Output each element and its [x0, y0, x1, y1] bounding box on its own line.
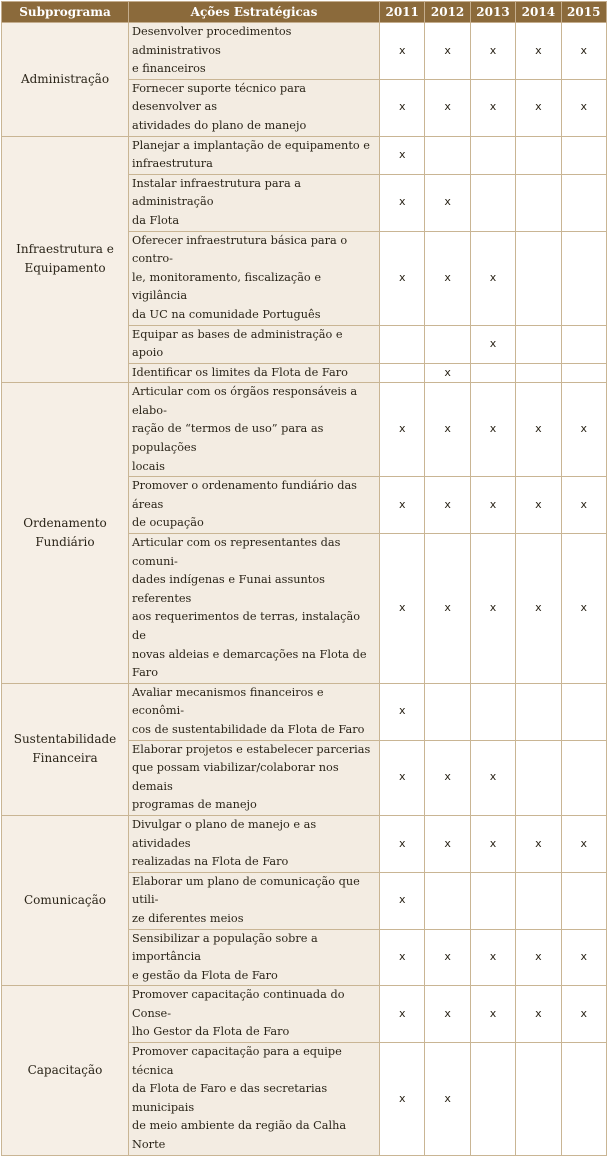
year-mark-cell: [516, 325, 561, 363]
year-mark-cell: [470, 872, 515, 929]
table-row: [2, 683, 607, 740]
year-mark-cell: x: [425, 79, 470, 136]
year-mark-cell: [561, 683, 606, 740]
year-mark-cell: x: [425, 174, 470, 231]
year-mark-cell: x: [516, 986, 561, 1043]
year-mark-cell: x: [425, 477, 470, 534]
year-mark-cell: x: [380, 815, 425, 872]
year-mark-cell: x: [425, 383, 470, 477]
action-text-line: da Flota de Faro e das secretarias municipais: [132, 1082, 328, 1114]
year-mark-cell: x: [380, 79, 425, 136]
year-mark-cell: [561, 363, 606, 383]
year-mark-cell: x: [380, 383, 425, 477]
year-mark-cell: x: [425, 534, 470, 684]
header-row: [2, 2, 607, 23]
header-year-2014: 2014: [516, 2, 561, 23]
action-text-line: Articular com os órgãos responsáveis a elabo-: [132, 385, 358, 417]
year-mark-cell: x: [470, 740, 515, 815]
year-mark-cell: [561, 1043, 606, 1156]
action-text-line: Elaborar um plano de comunicação que utili-: [132, 874, 360, 907]
year-mark-cell: x: [380, 477, 425, 534]
subprogram-name-line: Capacitação: [27, 1062, 103, 1077]
year-mark-cell: [561, 231, 606, 325]
year-mark-cell: x: [425, 929, 470, 986]
header-year-2011: 2011: [380, 2, 425, 23]
year-mark-cell: x: [425, 231, 470, 325]
year-mark-cell: x: [516, 815, 561, 872]
table-row: [2, 986, 607, 1043]
year-mark-cell: [425, 325, 470, 363]
year-mark-cell: x: [380, 683, 425, 740]
year-mark-cell: x: [561, 929, 606, 986]
year-mark-cell: [561, 740, 606, 815]
year-mark-cell: x: [561, 79, 606, 136]
year-mark-cell: [561, 174, 606, 231]
action-text-line: Fornecer suporte técnico para desenvolver as: [132, 81, 306, 114]
year-mark-cell: x: [470, 23, 515, 80]
year-mark-cell: x: [380, 986, 425, 1043]
action-cell: [129, 174, 380, 231]
action-cell: [129, 79, 380, 136]
action-text-line: e gestão da Flota de Faro: [132, 968, 278, 982]
table-row: [2, 136, 607, 174]
year-mark-cell: x: [470, 929, 515, 986]
year-mark-cell: [380, 363, 425, 383]
action-text-line: cos de sustentabilidade da Flota de Faro: [132, 722, 365, 736]
subprogram-name-line: Sustentabilidade: [13, 732, 117, 747]
subprogram-name-line: Fundiário: [35, 535, 95, 550]
year-mark-cell: x: [516, 477, 561, 534]
table-row: [2, 23, 607, 80]
action-cell: [129, 23, 380, 80]
header-acoes: Ações Estratégicas: [129, 2, 380, 23]
action-text-line: realizadas na Flota de Faro: [132, 855, 289, 869]
header-year-2013: 2013: [470, 2, 515, 23]
year-mark-cell: x: [380, 1043, 425, 1156]
action-text-line: Oferecer infraestrutura básica para o contro-: [132, 233, 348, 266]
action-cell: [129, 986, 380, 1043]
year-mark-cell: x: [561, 477, 606, 534]
action-text-line: Desenvolver procedimentos administrativos: [132, 25, 292, 57]
action-text-line: novas aldeias e demarcações na Flota de Faro: [132, 647, 367, 680]
action-text-line: Promover capacitação continuada do Conse-: [132, 988, 345, 1020]
year-mark-cell: [561, 872, 606, 929]
action-text-line: Articular com os representantes das comuni-: [132, 536, 341, 568]
action-text-line: ração de “termos de uso” para as populações: [132, 422, 324, 455]
action-text-line: e financeiros: [132, 62, 206, 76]
year-mark-cell: x: [380, 231, 425, 325]
strategic-actions-table: [1, 1, 607, 1156]
action-text-line: Elaborar projetos e estabelecer parcerias: [132, 742, 371, 756]
year-mark-cell: [425, 872, 470, 929]
action-cell: [129, 872, 380, 929]
action-text-line: Sensibilizar a população sobre a importância: [132, 931, 318, 964]
table-row: [2, 383, 607, 477]
action-text-line: programas de manejo: [132, 798, 257, 812]
year-mark-cell: [470, 174, 515, 231]
year-mark-cell: [425, 683, 470, 740]
year-mark-cell: x: [516, 79, 561, 136]
action-text-line: dades indígenas e Funai assuntos referentes: [132, 573, 325, 605]
subprogram-name-line: Administração: [20, 71, 110, 86]
action-cell: [129, 740, 380, 815]
action-text-line: lho Gestor da Flota de Faro: [132, 1025, 290, 1039]
year-mark-cell: [425, 136, 470, 174]
subprogram-name-line: Ordenamento: [23, 516, 107, 531]
year-mark-cell: x: [470, 79, 515, 136]
year-mark-cell: x: [516, 23, 561, 80]
year-mark-cell: x: [425, 363, 470, 383]
year-mark-cell: x: [561, 534, 606, 684]
year-mark-cell: x: [470, 383, 515, 477]
action-cell: [129, 325, 380, 363]
action-cell: [129, 929, 380, 986]
year-mark-cell: x: [380, 174, 425, 231]
year-mark-cell: x: [516, 929, 561, 986]
action-text-line: da Flota: [132, 213, 180, 227]
year-mark-cell: [516, 740, 561, 815]
action-cell: [129, 136, 380, 174]
year-mark-cell: [561, 136, 606, 174]
year-mark-cell: [561, 325, 606, 363]
action-text-line: de ocupação: [132, 516, 204, 530]
action-text-line: locais: [132, 459, 165, 473]
subprogram-name-line: Comunicação: [23, 893, 107, 908]
subprogram-name-line: Infraestrutura e: [16, 242, 114, 257]
header-year-2015: 2015: [561, 2, 606, 23]
year-mark-cell: x: [470, 231, 515, 325]
year-mark-cell: x: [425, 740, 470, 815]
year-mark-cell: [470, 683, 515, 740]
year-mark-cell: x: [425, 815, 470, 872]
year-mark-cell: [516, 231, 561, 325]
action-cell: [129, 477, 380, 534]
action-text-line: Divulgar o plano de manejo e as atividades: [132, 817, 317, 850]
action-text-line: Instalar infraestrutura para a administração: [132, 176, 302, 209]
year-mark-cell: x: [470, 986, 515, 1043]
header-subprograma: Subprograma: [2, 2, 129, 23]
action-text-line: infraestrutura: [132, 157, 213, 171]
year-mark-cell: x: [470, 815, 515, 872]
year-mark-cell: x: [516, 383, 561, 477]
year-mark-cell: [470, 136, 515, 174]
action-text-line: ze diferentes meios: [132, 911, 244, 925]
action-cell: [129, 683, 380, 740]
subprogram-name-line: Equipamento: [24, 261, 106, 276]
year-mark-cell: x: [561, 23, 606, 80]
subprogram-cell: [2, 383, 129, 684]
year-mark-cell: x: [561, 986, 606, 1043]
header-year-2012: 2012: [425, 2, 470, 23]
action-cell: [129, 534, 380, 684]
year-mark-cell: x: [470, 477, 515, 534]
action-text-line: da UC na comunidade Português: [132, 307, 321, 321]
year-mark-cell: x: [380, 872, 425, 929]
action-cell: [129, 231, 380, 325]
subprogram-cell: [2, 986, 129, 1155]
year-mark-cell: x: [425, 23, 470, 80]
action-text-line: Equipar as bases de administração e apoio: [132, 327, 343, 360]
action-text-line: que possam viabilizar/colaborar nos demais: [132, 761, 339, 793]
action-text-line: Identificar os limites da Flota de Faro: [132, 365, 348, 379]
year-mark-cell: [516, 872, 561, 929]
action-text-line: Avaliar mecanismos financeiros e econômi-: [132, 685, 324, 718]
subprogram-cell: [2, 23, 129, 137]
table-row: [2, 815, 607, 872]
year-mark-cell: [516, 174, 561, 231]
year-mark-cell: x: [425, 1043, 470, 1156]
year-mark-cell: x: [516, 534, 561, 684]
year-mark-cell: [516, 683, 561, 740]
year-mark-cell: [470, 1043, 515, 1156]
action-cell: [129, 815, 380, 872]
action-text-line: Planejar a implantação de equipamento e: [132, 138, 370, 152]
year-mark-cell: x: [470, 325, 515, 363]
year-mark-cell: x: [380, 23, 425, 80]
year-mark-cell: x: [380, 534, 425, 684]
year-mark-cell: x: [380, 929, 425, 986]
action-text-line: le, monitoramento, fiscalização e vigilância: [132, 270, 322, 303]
action-text-line: Promover o ordenamento fundiário das áreas: [132, 479, 357, 511]
year-mark-cell: x: [470, 534, 515, 684]
year-mark-cell: [516, 1043, 561, 1156]
action-cell: [129, 383, 380, 477]
year-mark-cell: x: [425, 986, 470, 1043]
year-mark-cell: [470, 363, 515, 383]
subprogram-cell: [2, 815, 129, 985]
subprogram-cell: [2, 683, 129, 815]
year-mark-cell: [380, 325, 425, 363]
year-mark-cell: x: [380, 136, 425, 174]
action-cell: [129, 1043, 380, 1156]
subprogram-cell: [2, 136, 129, 383]
year-mark-cell: [516, 363, 561, 383]
year-mark-cell: [516, 136, 561, 174]
action-text-line: Promover capacitação para a equipe técnica: [132, 1045, 342, 1077]
year-mark-cell: x: [561, 815, 606, 872]
year-mark-cell: x: [561, 383, 606, 477]
action-cell: [129, 363, 380, 383]
action-text-line: de meio ambiente da região da Calha Norte: [132, 1119, 347, 1152]
subprogram-name-line: Financeira: [32, 751, 98, 766]
action-text-line: atividades do plano de manejo: [132, 118, 307, 132]
action-text-line: aos requerimentos de terras, instalação de: [132, 610, 361, 642]
year-mark-cell: x: [380, 740, 425, 815]
